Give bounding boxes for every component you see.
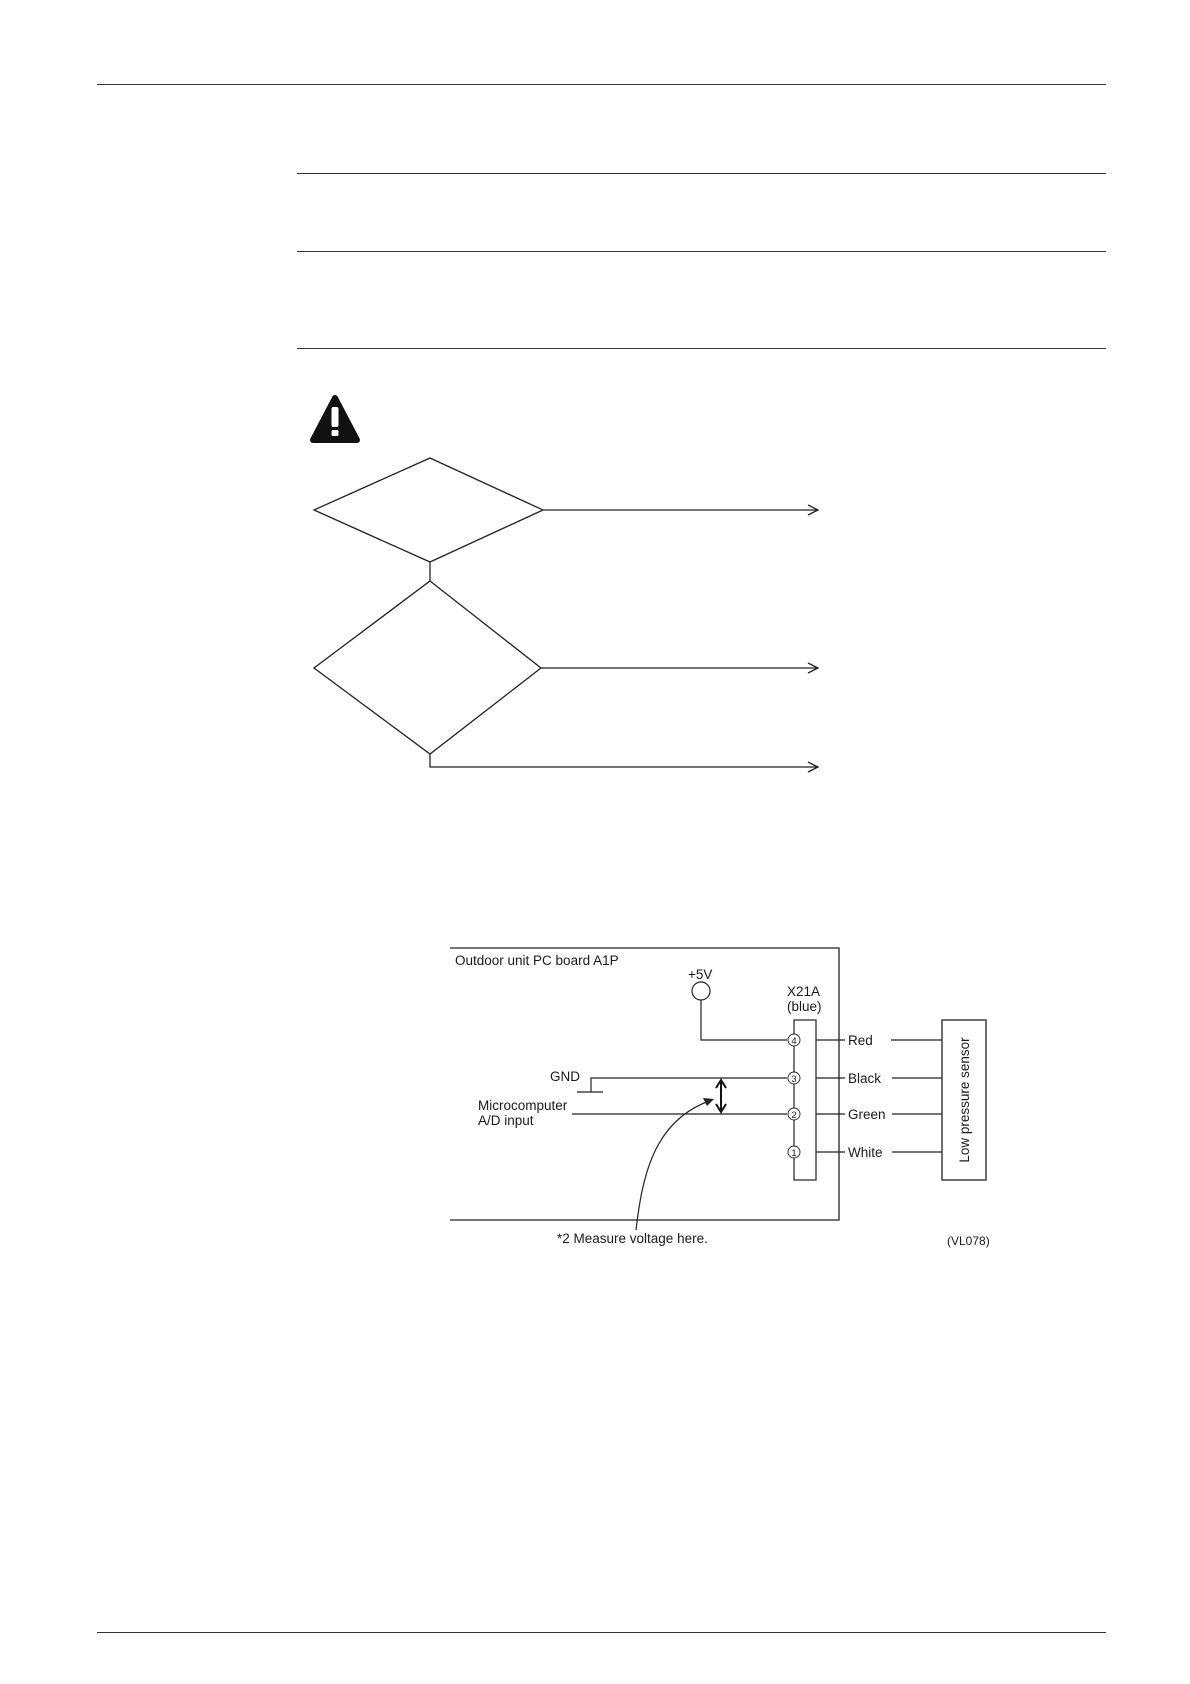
wire-label: Black [848, 1071, 882, 1086]
supply-terminal [692, 982, 710, 1000]
pin-number: 1 [791, 1148, 797, 1159]
wire-label: Red [848, 1033, 873, 1048]
measurement-arrow [716, 1080, 726, 1112]
measure-leader [636, 1100, 712, 1230]
measure-note: *2 Measure voltage here. [557, 1231, 708, 1246]
wire-label: White [848, 1145, 883, 1160]
figure-reference: (VL078) [947, 1234, 990, 1248]
wire-label: Green [848, 1107, 886, 1122]
pin-number: 2 [791, 1110, 797, 1121]
gnd-wire [591, 1078, 787, 1092]
adc-label-line1: Microcomputer [478, 1098, 568, 1113]
connector-name: X21A [787, 984, 821, 999]
pin-number: 4 [791, 1036, 797, 1047]
pin-number: 3 [791, 1074, 797, 1085]
supply-wire [701, 1000, 787, 1040]
sensor-label: Low pressure sensor [957, 1037, 972, 1163]
gnd-label: GND [550, 1069, 580, 1084]
measure-leader-head [703, 1098, 714, 1106]
connector-color: (blue) [787, 999, 822, 1014]
adc-label-line2: A/D input [478, 1113, 534, 1128]
board-title: Outdoor unit PC board A1P [455, 953, 619, 968]
supply-label: +5V [688, 967, 713, 982]
